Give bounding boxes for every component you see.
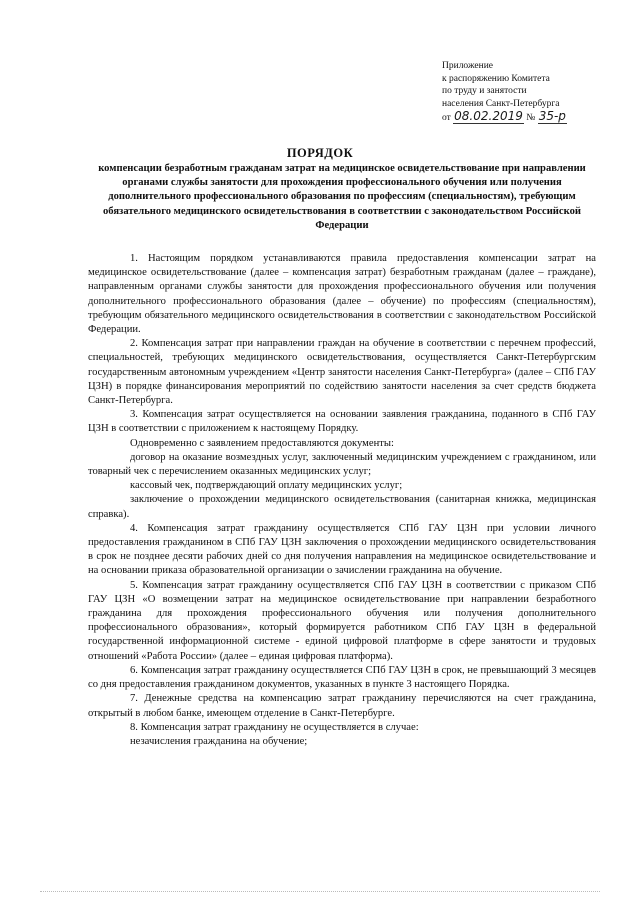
paragraph-2: 2. Компенсация затрат при направлении граждан на обучение в соответствии с перечнем профессий, специальностей, требующих медицинского освидетельствования, осуществляется Санкт-Петербургским государственным автономным учреждением «Центр занятости населения Санкт-Петербурга» (далее – СПб ГАУ ЦЗН) в порядке финансирования мероприятий по содействию занятости населения за счет средств бюджета Санкт-Петербурга.	[88, 338, 596, 407]
appendix-header	[442, 60, 622, 125]
paragraph-4: 4. Компенсация затрат гражданину осуществляется СПб ГАУ ЦЗН при условии личного предоставления гражданином в СПб ГАУ ЦЗН заключения о прохождении медицинского освидетельствования в срок не позднее десяти рабочих дней со дня получения направления на медицинское освидетельствование и на основании приказа образовательной организации о зачислении гражданина на обучение.	[88, 522, 596, 577]
document-subtitle: компенсации безработным гражданам затрат на медицинское освидетельствование при направлении органами службы занятости для прохождения профессионального обучения или получения дополнительного профессионального образования по профессиям (специальностям), требующим обязательного медицинского освидетельствования в соответствии с законодательством Российской Федерации	[98, 163, 586, 231]
paragraph-6: 6. Компенсация затрат гражданину осуществляется СПб ГАУ ЦЗН в срок, не превышающий 3 месяцев со дня предоставления гражданином документов, указанных в пункте 3 настоящего Порядка.	[88, 664, 596, 691]
paragraph-receipt: кассовый чек, подтверждающий оплату медицинских услуг;	[130, 480, 403, 492]
number-prefix: №	[526, 113, 536, 123]
date-prefix: от	[442, 113, 451, 123]
paragraph-8: 8. Компенсация затрат гражданину не осуществляется в случае:	[130, 721, 419, 733]
paragraph-7: 7. Денежные средства на компенсацию затрат гражданину перечисляются на счет гражданина, открытый в любом банке, имеющем отделение в Санкт-Петербурге.	[88, 693, 596, 719]
document-body	[88, 252, 596, 749]
appendix-date-line	[442, 110, 622, 125]
paragraph-3: 3. Компенсация затрат осуществляется на основании заявления гражданина, поданного в СПб ГАУ ЦЗН в соответствии с приложением к настоящему Порядку.	[88, 409, 596, 435]
paragraph-contract: договор на оказание возмездных услуг, заключенный медицинским учреждением с гражданином, или товарный чек с перечислением оказанных медицинских услуг;	[88, 451, 596, 478]
appendix-line-3: по труду и занятости	[442, 86, 527, 96]
paragraph-documents-intro: Одновременно с заявлением предоставляются документы:	[130, 437, 394, 449]
appendix-line-4: населения Санкт-Петербурга	[442, 98, 560, 109]
handwritten-number: 35-р	[538, 109, 566, 123]
page-bottom-divider	[40, 891, 600, 892]
document-title: ПОРЯДОК	[286, 146, 354, 160]
appendix-line-2: к распоряжению Комитета	[442, 73, 550, 84]
paragraph-1: 1. Настоящим порядком устанавливаются правила предоставления компенсации затрат на медицинское освидетельствование (далее – компенсация затрат) безработным гражданам (далее – граждане), направленным органами службы занятости для прохождения профессионального обучения или получения дополнительного профессионального образования (далее – обучение) по профессиям (специальностям), требующим обязательного медицинского освидетельствования в соответствии с законодательством Российской Федерации.	[88, 253, 596, 336]
paragraph-8-case-1: незачисления гражданина на обучение;	[130, 735, 308, 747]
paragraph-conclusion: заключение о прохождении медицинского освидетельствования (санитарная книжка, медицинская справка).	[88, 494, 596, 520]
appendix-line-1: Приложение	[442, 61, 493, 71]
paragraph-5: 5. Компенсация затрат гражданину осуществляется СПб ГАУ ЦЗН в соответствии с приказом СПб ГАУ ЦЗН «О возмещении затрат на медицинское освидетельствование при направлении безработного гражданина для прохождения профессионального обучения или получения дополнительного профессионального образования», который формируется работником СПб ГАУ ЦЗН в федеральной государственной информационной системе - единой цифровой платформе в сфере занятости и трудовых отношений «Работа России» (далее – единая цифровая платформа).	[88, 579, 596, 662]
handwritten-date: 08.02.2019	[454, 109, 523, 123]
